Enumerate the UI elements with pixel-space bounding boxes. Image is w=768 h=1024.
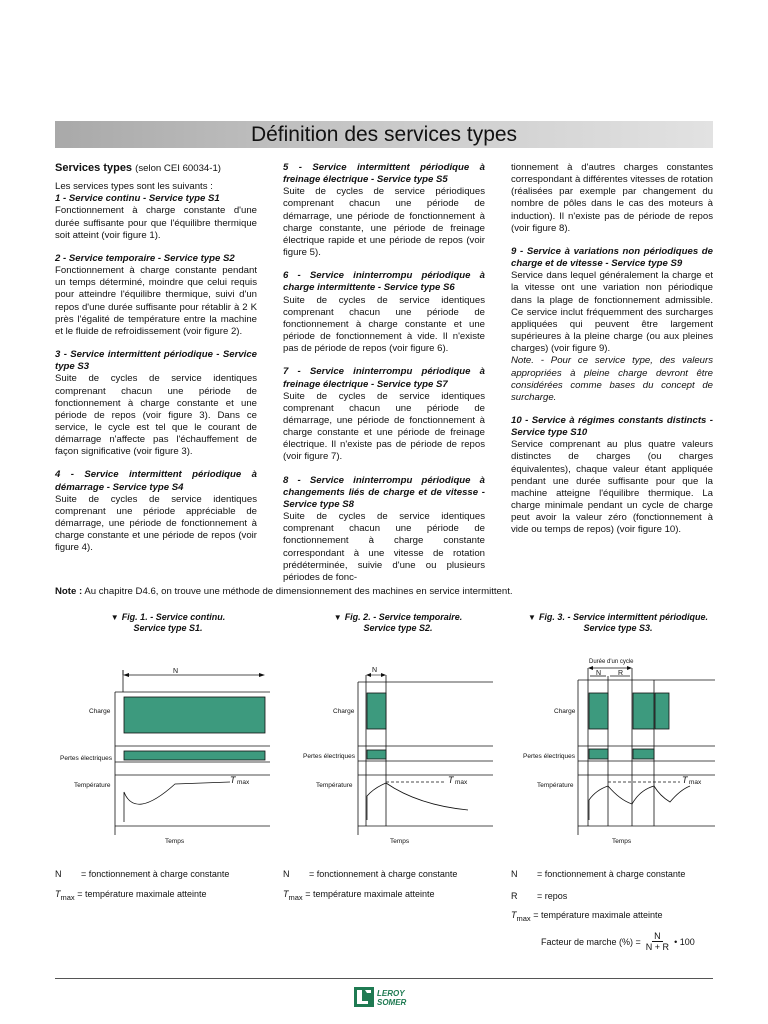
charge-label: Charge bbox=[554, 708, 576, 715]
note-label: Note : bbox=[55, 586, 83, 597]
service-text: Suite de cycles de service périodiques comprenant chacun une période de démarrage, une période de fonctionnement à charge constante, une période de freinage électrique rapide et une période de repos (voir figure 5). bbox=[283, 186, 485, 259]
charge-label: Charge bbox=[333, 708, 355, 715]
legend-tmax: $T_{max}$ = température maximale atteinte bbox=[511, 910, 663, 923]
pertes-block bbox=[633, 749, 654, 759]
service-heading: 1 - Service continu - Service type S1 bbox=[55, 193, 220, 205]
charge-block bbox=[655, 693, 669, 729]
column-2 bbox=[283, 162, 485, 595]
fig-3-diagram bbox=[510, 640, 715, 855]
formula-fraction: $\frac{N}{N + R}$ bbox=[645, 931, 670, 952]
tmax-sub-label: max bbox=[689, 779, 702, 786]
page-title: Définition des services types bbox=[250, 123, 518, 146]
intro-text: Les services types sont les suivants : bbox=[55, 181, 213, 193]
pertes-block bbox=[124, 751, 265, 760]
service-text: Fonctionnement à charge constante d'une durée suffisante pour que l'équilibre thermique soit atteint (voir figure 1). bbox=[55, 205, 257, 241]
service-heading: 5 - Service intermittent périodique à freinage électrique - Service type S5 bbox=[283, 162, 485, 186]
pertes-label: Pertes électriques bbox=[60, 755, 113, 762]
note-text: Au chapitre D4.6, on trouve une méthode de dimensionnement des machines en service intermittent. bbox=[84, 586, 513, 597]
tmax-sub-label: max bbox=[455, 779, 468, 786]
column-3 bbox=[511, 162, 713, 548]
intro-heading: Services types (selon CEI 60034-1) bbox=[55, 162, 221, 174]
service-text: Suite de cycles de service identiques comprenant chacun une période de fonctionnement à charge constante et une période de repos (voir figure 3). Dans ce service, le cycle est tel que le courant de démarrage n'affecte pas l'échauffement de façon significative (voir figure 3). bbox=[55, 373, 257, 458]
fig-1-diagram bbox=[55, 640, 270, 855]
pertes-block bbox=[367, 750, 386, 759]
fig-2-title: ▼ Fig. 2. - Service temporaire. Service type S2. bbox=[333, 612, 463, 633]
legend-n: N = fonctionnement à charge constante bbox=[283, 869, 458, 879]
temps-label: Temps bbox=[390, 838, 410, 845]
charge-block bbox=[589, 693, 608, 729]
pertes-block bbox=[589, 749, 608, 759]
charge-block bbox=[633, 693, 654, 729]
legend-n: N = fonctionnement à charge constante bbox=[511, 869, 686, 879]
svg-text:LEROY: LEROY bbox=[377, 989, 405, 998]
tmax-label: T bbox=[448, 775, 454, 785]
fig-3-title: ▼ Fig. 3. - Service intermittent périodique. Service type S3. bbox=[528, 612, 708, 633]
service-text: Suite de cycles de service identiques comprenant chacun une période de fonctionnement à charge constante et une période de fonctionnement à vide. Il n'existe pas de période de repos (voir figure 6). bbox=[283, 294, 485, 355]
pertes-label: Pertes électriques bbox=[523, 753, 576, 760]
svg-text:SOMER: SOMER bbox=[377, 998, 407, 1007]
temperature-label: Température bbox=[537, 782, 574, 789]
service-text: Suite de cycles de service identiques comprenant une période appréciable de démarrage, une période de fonctionnement à charge constante et une période de repos (voir figure 4). bbox=[55, 493, 257, 554]
legend-tmax: $T_{max}$ = température maximale atteinte bbox=[55, 889, 207, 902]
tmax-sub-label: max bbox=[237, 779, 250, 786]
triangle-down-icon: ▼ bbox=[528, 613, 536, 622]
temperature-label: Température bbox=[74, 782, 111, 789]
leroy-somer-logo bbox=[354, 986, 416, 1008]
service-text: Suite de cycles de service identiques comprenant chacun une période de fonctionnement à charge constante correspondant à une vitesse de rotation prédéterminée, suivie d'une ou plusieurs périodes de fonc- bbox=[283, 511, 485, 583]
service-note: Note. - Pour ce service type, des valeurs appropriées à pleine charge devront être considérées comme bases du concept de surcharge. bbox=[511, 355, 713, 403]
service-heading: 8 - Service ininterrompu périodique à changements liés de charge et de vitesse - Service type S8 bbox=[283, 474, 485, 510]
duty-factor-formula: Facteur de marche (%) = $\frac{N}{N + R}$ • 100 bbox=[541, 931, 695, 952]
service-heading: 4 - Service intermittent périodique à démarrage - Service type S4 bbox=[55, 469, 257, 493]
legend-n: N = fonctionnement à charge constante bbox=[55, 869, 230, 879]
fig-2-diagram bbox=[288, 640, 493, 855]
legend-r: R = repos bbox=[511, 891, 568, 901]
service-text: Service comprenant au plus quatre valeurs distinctes de charges (ou charges équivalentes), chaque valeur étant appliquée pendant une durée suffisante pour que la machine atteigne l'équilibre thermique. La charge minimale pendant un cycle de charge peut avoir la valeur zéro (fonctionnement à vide ou temps de repos) (voir figure 10). bbox=[511, 439, 713, 536]
n-label: N bbox=[596, 670, 602, 677]
service-heading: 7 - Service ininterrompu périodique à freinage électrique - Service type S7 bbox=[283, 366, 485, 390]
temps-label: Temps bbox=[165, 838, 185, 845]
triangle-down-icon: ▼ bbox=[333, 613, 342, 622]
r-label: R bbox=[618, 670, 624, 677]
service-text: tionnement à d'autres charges constantes correspondant à différentes vitesses de rotation (réalisées par exemple par changement du nombre de pôles dans le cas des moteurs à induction). Il n'existe pas de période de repos (voir figure 8). bbox=[511, 162, 713, 234]
column-1 bbox=[55, 162, 257, 566]
note bbox=[55, 586, 513, 597]
service-heading: 9 - Service à variations non périodiques de charge et de vitesse - Service type S9 bbox=[511, 245, 713, 270]
charge-block bbox=[367, 693, 386, 729]
service-text: Fonctionnement à charge constante pendant un temps déterminé, moindre que celui requis pour atteindre l'équilibre thermique, suivi d'un repos d'une durée suffisante pour rétablir à 2 K près l'égalité de température entre la machine et le fluide de refroidissement (voir figure 2). bbox=[55, 265, 257, 337]
triangle-down-icon: ▼ bbox=[110, 613, 119, 622]
temps-label: Temps bbox=[612, 838, 632, 845]
service-heading: 10 - Service à régimes constants distincts - Service type S10 bbox=[511, 414, 713, 439]
tmax-label: T bbox=[230, 775, 236, 785]
footer-rule bbox=[55, 978, 713, 979]
pertes-label: Pertes électriques bbox=[303, 753, 356, 760]
service-text: Suite de cycles de service identiques comprenant chacun une période de démarrage, une période de fonctionnement à charge constante et une période de freinage électrique. Il n'existe pas de période de repos (voir figure 7). bbox=[283, 390, 485, 463]
service-heading: 6 - Service ininterrompu périodique à charge intermittente - Service type S6 bbox=[283, 270, 485, 294]
charge-label: Charge bbox=[89, 708, 111, 715]
n-label: N bbox=[372, 667, 378, 674]
charge-block bbox=[124, 697, 265, 733]
service-text: Service dans lequel généralement la charge et la vitesse ont une variation non périodique dans la plage de fonctionnement admissible. Ce service inclut fréquemment des surcharges appliquées qui peuvent être largement supérieures à la pleine charge (ou aux pleines charges) (voir figure 9). bbox=[511, 270, 713, 355]
service-heading: 3 - Service intermittent périodique - Service type S3 bbox=[55, 349, 257, 373]
n-label: N bbox=[173, 668, 179, 675]
legend-tmax: $T_{max}$ = température maximale atteinte bbox=[283, 889, 435, 902]
tmax-label: T bbox=[682, 775, 688, 785]
service-heading: 2 - Service temporaire - Service type S2 bbox=[55, 252, 235, 264]
cycle-label: Durée d'un cycle bbox=[589, 659, 634, 665]
title-bar bbox=[55, 121, 713, 148]
fig-1-title: ▼ Fig. 1. - Service continu. Service type S1. bbox=[110, 612, 226, 633]
temperature-label: Température bbox=[316, 782, 353, 789]
